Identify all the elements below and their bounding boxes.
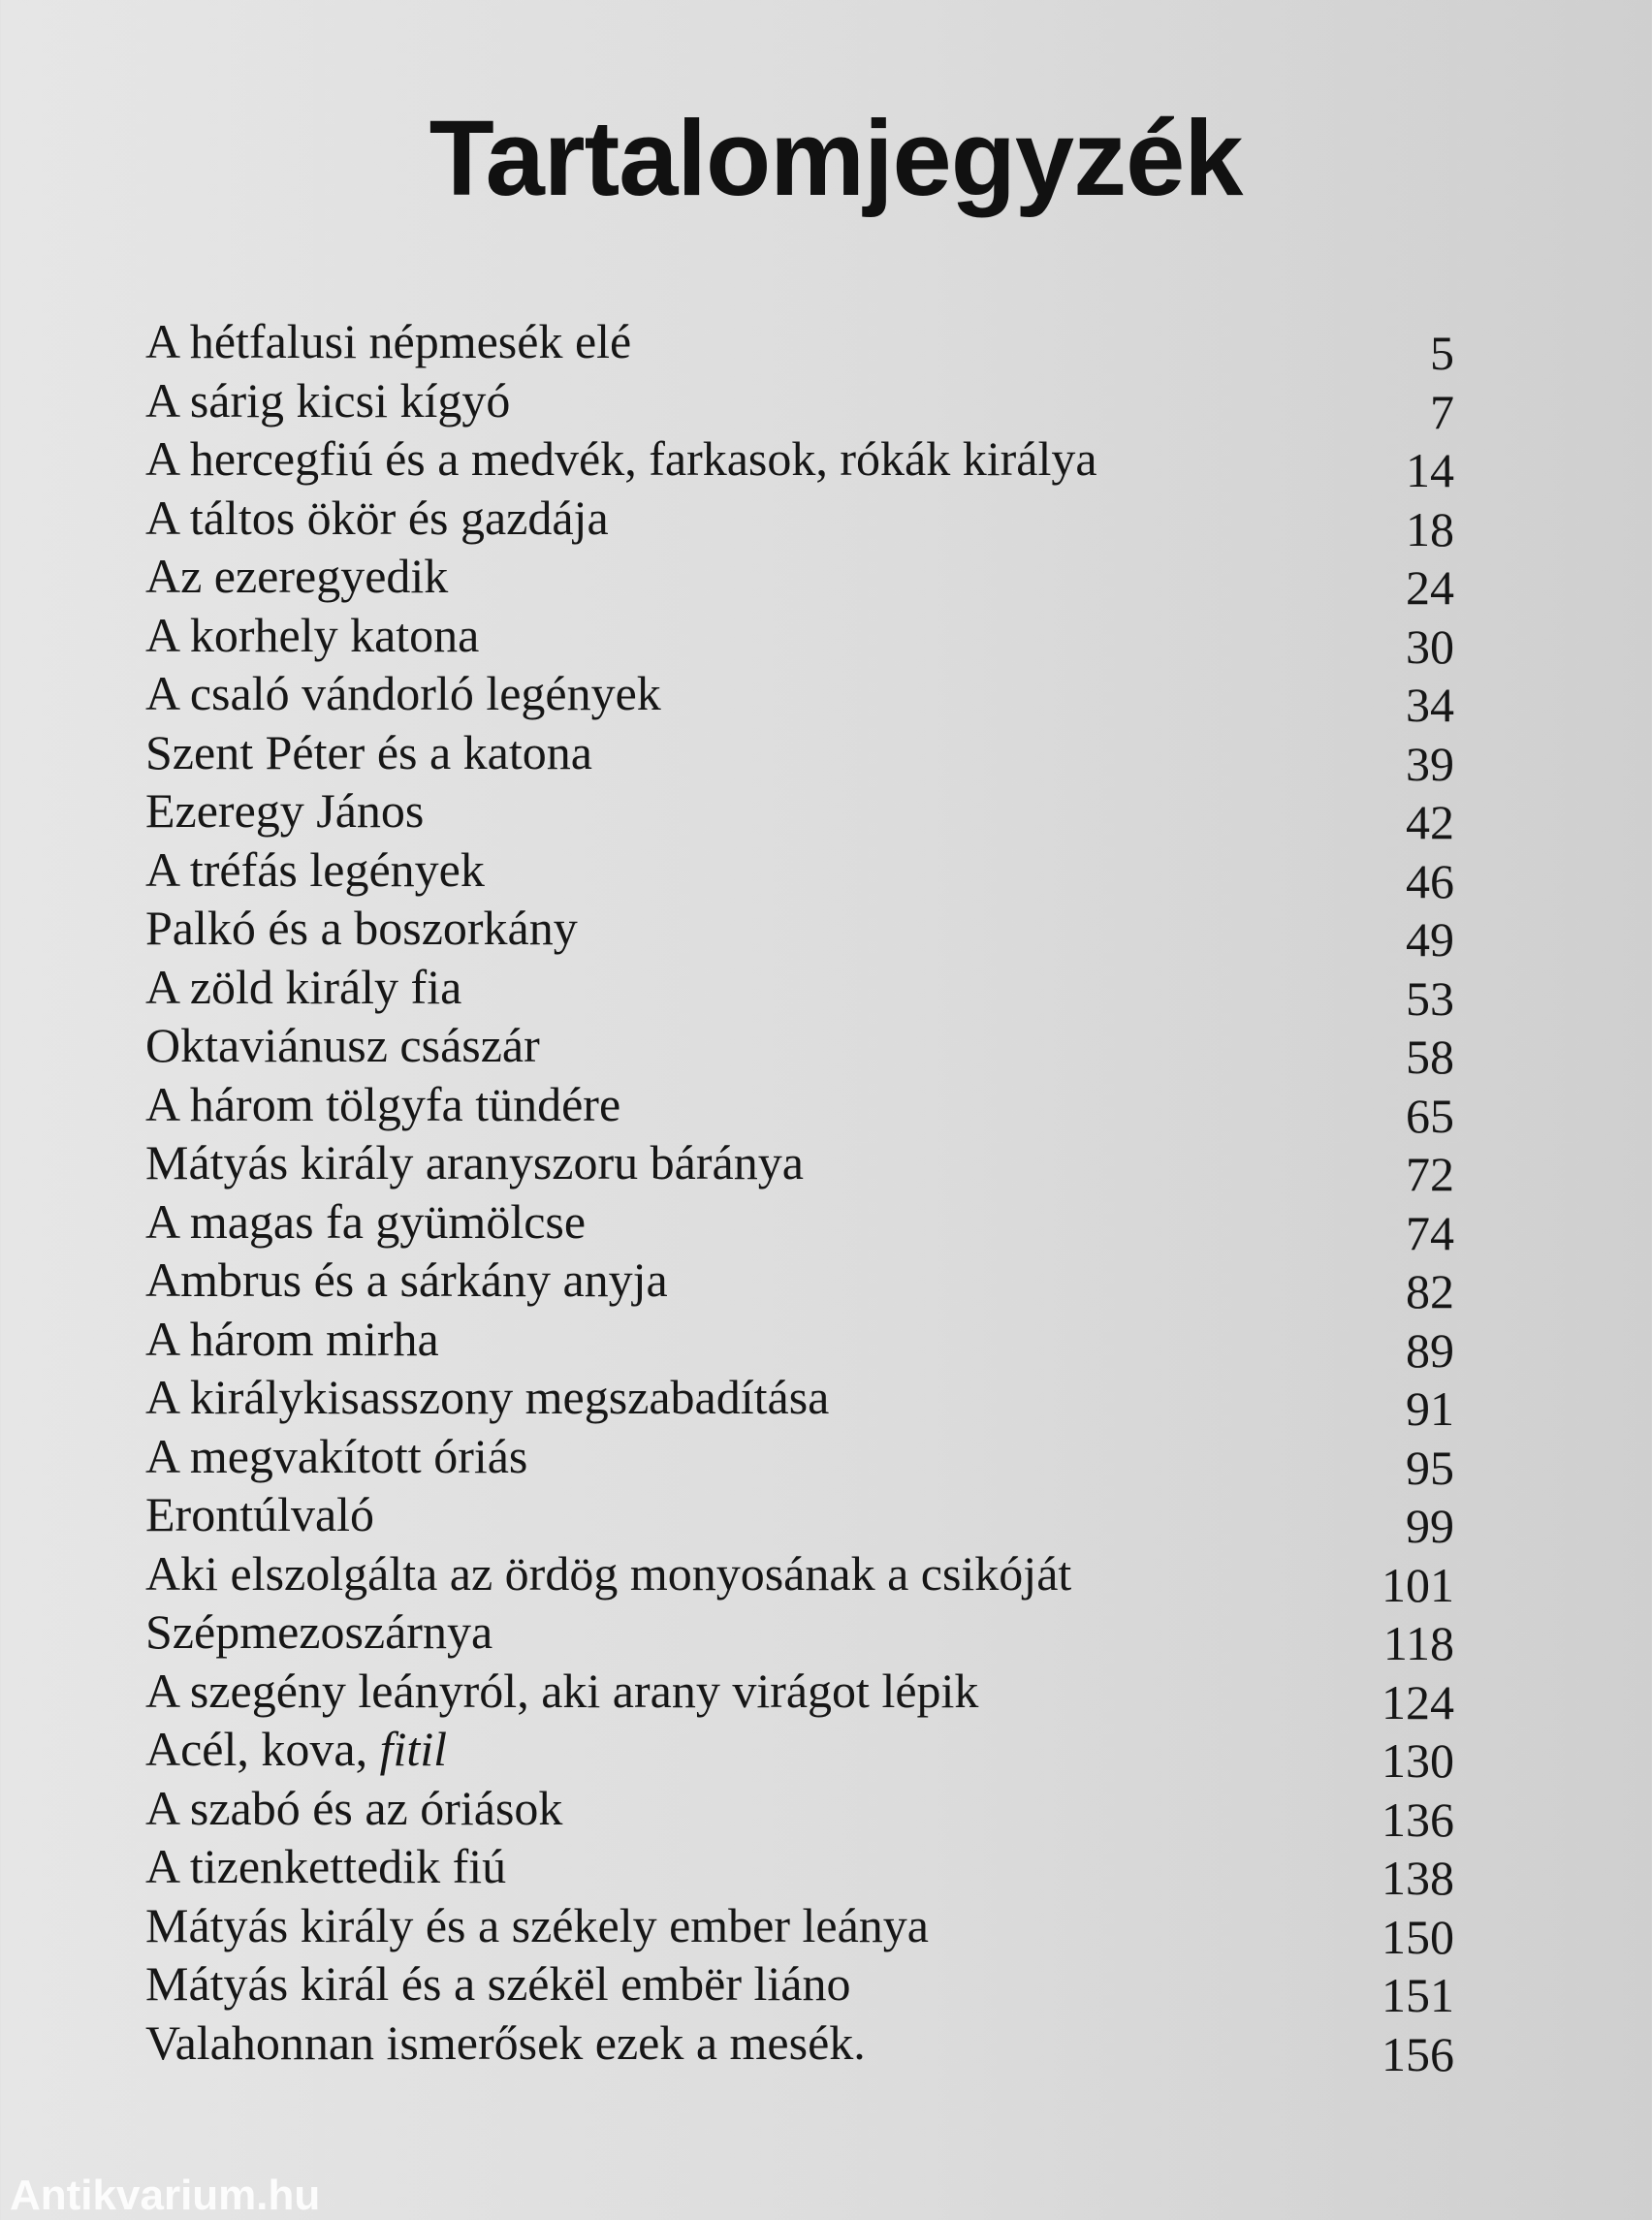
toc-entry-title: Mátyás királ és a székël embër liáno: [145, 1956, 851, 2011]
toc-entry-title: Mátyás király aranyszoru báránya: [145, 1135, 804, 1189]
toc-entry-page-number: 124: [1382, 1674, 1454, 1729]
toc-entry-title: Ambrus és a sárkány anyja: [145, 1253, 668, 1307]
toc-entry-page-number: 101: [1382, 1557, 1454, 1612]
toc-entry-page-number: 95: [1406, 1440, 1454, 1495]
toc-entry-title: A szabó és az óriások: [145, 1780, 563, 1835]
toc-entry-page-number: 18: [1406, 501, 1454, 556]
toc-entry-page-number: 130: [1382, 1733, 1454, 1788]
toc-entry-title: Oktaviánusz császár: [145, 1018, 540, 1072]
toc-entry-title: Valahonnan ismerősek ezek a mesék.: [145, 2014, 866, 2070]
toc-entry-title: A három mirha: [145, 1311, 439, 1366]
toc-entry-title: A magas fa gyümölcse: [145, 1193, 587, 1249]
toc-entry-title: A korhely katona: [145, 607, 480, 662]
toc-entry: [145, 429, 1454, 497]
table-of-contents: [145, 312, 1454, 2081]
toc-entry-page-number: 14: [1406, 443, 1454, 497]
watermark: Antikvarium.hu: [10, 2172, 321, 2219]
toc-entry-title: A hercegfiú és a medvék, farkasok, rókák királya: [145, 431, 1097, 486]
toc-entry-page-number: 58: [1406, 1030, 1454, 1084]
toc-entry-page-number: 65: [1406, 1088, 1454, 1143]
toc-entry-title: A királykisasszony megszabadítása: [145, 1370, 830, 1424]
toc-entry-page-number: 118: [1382, 1616, 1454, 1670]
toc-entry: [145, 312, 1454, 380]
toc-entry-title: Erontúlvaló: [145, 1487, 375, 1541]
toc-entry: [145, 1837, 1454, 1905]
toc-entry: [145, 489, 1454, 556]
toc-entry-page-number: 5: [1430, 326, 1454, 380]
toc-entry: [145, 840, 1454, 908]
toc-entry: [145, 1602, 1454, 1670]
toc-entry: [145, 547, 1454, 615]
toc-entry-page-number: 91: [1406, 1381, 1454, 1436]
toc-entry: [145, 1368, 1454, 1436]
toc-entry: [145, 1016, 1454, 1084]
toc-entry: [145, 1896, 1454, 1964]
toc-entry-page-number: 46: [1406, 853, 1454, 908]
toc-entry: [145, 1720, 1454, 1788]
toc-entry-title: Acél, kova, fitil: [145, 1722, 448, 1776]
toc-entry-page-number: 24: [1406, 560, 1454, 615]
toc-entry: [145, 1133, 1454, 1201]
toc-entry-page-number: 49: [1406, 912, 1454, 967]
toc-entry-title: A csaló vándorló legények: [145, 666, 661, 720]
toc-entry: [145, 1662, 1454, 1729]
toc-entry: [145, 1075, 1454, 1143]
toc-entry-page-number: 136: [1382, 1792, 1454, 1847]
toc-entry: [145, 606, 1454, 674]
toc-entry-page-number: 150: [1382, 1909, 1454, 1964]
toc-entry-title-italic: fitil: [379, 1722, 448, 1776]
toc-entry-title: Szent Péter és a katona: [145, 724, 592, 779]
toc-entry-page-number: 7: [1430, 384, 1454, 439]
toc-entry-title: A három tölgyfa tündére: [145, 1076, 621, 1131]
toc-entry-page-number: 34: [1406, 678, 1454, 732]
toc-entry-page-number: 53: [1406, 970, 1454, 1026]
toc-entry-title: A tréfás legények: [145, 841, 485, 897]
toc-entry-title: A táltos ökör és gazdája: [145, 490, 609, 545]
toc-entry-page-number: 39: [1406, 736, 1454, 791]
toc-entry-title: Aki elszolgálta az ördög monyosának a csikóját: [145, 1545, 1072, 1601]
toc-entry-page-number: 30: [1406, 618, 1454, 674]
toc-entry-title: Palkó és a boszorkány: [145, 901, 578, 955]
toc-entry-title: A sárig kicsi kígyó: [145, 372, 511, 428]
toc-entry: [145, 2014, 1454, 2081]
toc-entry-title: Mátyás király és a székely ember leánya: [145, 1897, 929, 1952]
toc-entry: [145, 371, 1454, 439]
toc-entry: [145, 1427, 1454, 1495]
toc-entry: [145, 1485, 1454, 1553]
toc-entry-page-number: 89: [1406, 1322, 1454, 1378]
toc-entry-page-number: 72: [1406, 1147, 1454, 1201]
toc-entry: [145, 664, 1454, 732]
toc-entry-page-number: 74: [1406, 1205, 1454, 1260]
toc-entry: [145, 781, 1454, 849]
toc-entry-page-number: 82: [1406, 1264, 1454, 1318]
toc-entry: [145, 1251, 1454, 1318]
toc-entry-title: Az ezeregyedik: [145, 549, 449, 603]
toc-entry-title: Ezeregy János: [145, 783, 425, 838]
toc-entry: [145, 1779, 1454, 1847]
toc-entry: [145, 958, 1454, 1026]
toc-entry-page-number: 151: [1382, 1968, 1454, 2022]
toc-entry-title: A szegény leányról, aki arany virágot lépik: [145, 1663, 979, 1718]
toc-entry-page-number: 138: [1382, 1851, 1454, 1905]
toc-entry-page-number: 156: [1382, 2026, 1454, 2081]
toc-entry: [145, 1954, 1454, 2022]
toc-entry-page-number: 99: [1406, 1499, 1454, 1553]
toc-entry-title: A hétfalusi népmesék elé: [145, 314, 632, 368]
page-title: Tartalomjegyzék: [429, 98, 1243, 218]
toc-entry: [145, 1192, 1454, 1260]
toc-entry-title: A zöld király fia: [145, 959, 462, 1014]
toc-entry: [145, 899, 1454, 967]
toc-entry-title: A megvakított óriás: [145, 1428, 528, 1483]
toc-entry: [145, 723, 1454, 791]
toc-entry: [145, 1544, 1454, 1612]
toc-entry-page-number: 42: [1406, 795, 1454, 849]
toc-entry: [145, 1310, 1454, 1378]
toc-entry-title: A tizenkettedik fiú: [145, 1839, 507, 1893]
toc-entry-title: Szépmezoszárnya: [145, 1604, 493, 1659]
